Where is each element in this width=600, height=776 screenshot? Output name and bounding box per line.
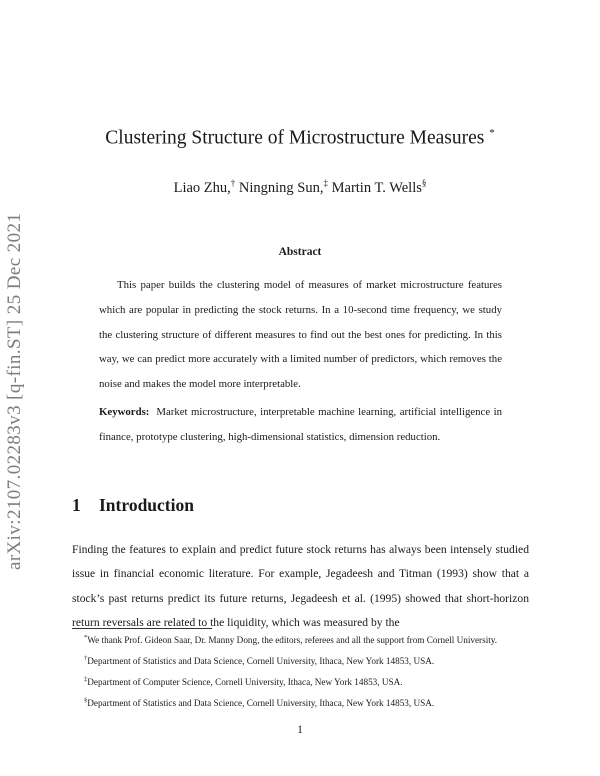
section-title: Introduction bbox=[99, 495, 194, 515]
footnotes bbox=[72, 629, 529, 712]
page-number: 1 bbox=[297, 724, 303, 736]
introduction-paragraph: Finding the features to explain and predict future stock returns has always been intensely studied issue in financial economic literature. For example, Jegadeesh and Titman (1993) show that a stock’s past returns predict its future returns, Jegadeesh et al. (1995) showed that short-horizon return reversals are related to the liquidity, which was measured by the bbox=[72, 543, 529, 630]
footnote-mark: ‡ bbox=[84, 675, 88, 683]
keywords bbox=[99, 400, 502, 450]
footnote-mark: † bbox=[84, 654, 88, 662]
footnote-text: We thank Prof. Gideon Saar, Dr. Manny Dong, the editors, referees and all the support from Cornell University. bbox=[87, 635, 498, 646]
footnote-mark: § bbox=[84, 696, 88, 704]
footnote bbox=[72, 629, 529, 650]
footnote-text: Department of Computer Science, Cornell University, Ithaca, New York 14853, USA. bbox=[87, 676, 403, 687]
title-footnote-mark: * bbox=[489, 127, 495, 139]
abstract-text: This paper builds the clustering model of measures of market microstructure features which are popular in predicting the stock returns. In a 10-second time frequency, we study the clustering structure of different measures to find out the best ones for predicting. In this way, we can predict more accurately with a limited number of predictors, which removes the noise and makes the model more interpretable. bbox=[99, 279, 502, 391]
footnote bbox=[72, 650, 529, 671]
author-footnote-mark: ‡ bbox=[323, 178, 328, 188]
title-text: Clustering Structure of Microstructure Measures bbox=[105, 127, 485, 149]
footnote bbox=[72, 671, 529, 692]
footnote-text: Department of Statistics and Data Science, Cornell University, Ithaca, New York 14853, USA. bbox=[87, 655, 435, 666]
paper-title bbox=[70, 127, 530, 150]
abstract-heading: Abstract bbox=[278, 246, 322, 258]
section-heading bbox=[72, 495, 194, 516]
footnote-text: Department of Statistics and Data Science, Cornell University, Ithaca, New York 14853, USA. bbox=[87, 697, 435, 708]
footnote bbox=[72, 692, 529, 713]
footnote-mark: * bbox=[84, 634, 88, 641]
author-name: Martin T. Wells bbox=[331, 179, 422, 196]
author-footnote-mark: § bbox=[421, 178, 427, 188]
arxiv-side-identifier: arXiv:2107.02283v3 [q-fin.ST] 25 Dec 2021 bbox=[4, 212, 25, 570]
author-footnote-mark: † bbox=[230, 178, 236, 188]
author-list bbox=[70, 178, 530, 197]
section-number: 1 bbox=[72, 495, 81, 515]
keywords-text: Market microstructure, interpretable machine learning, artificial intelligence in finance, prototype clustering, high-dimensional statistics, dimension reduction. bbox=[99, 406, 502, 443]
author-name: Liao Zhu, bbox=[173, 179, 231, 196]
keywords-label: Keywords: bbox=[99, 406, 150, 418]
author-name: Ningning Sun, bbox=[238, 179, 324, 196]
